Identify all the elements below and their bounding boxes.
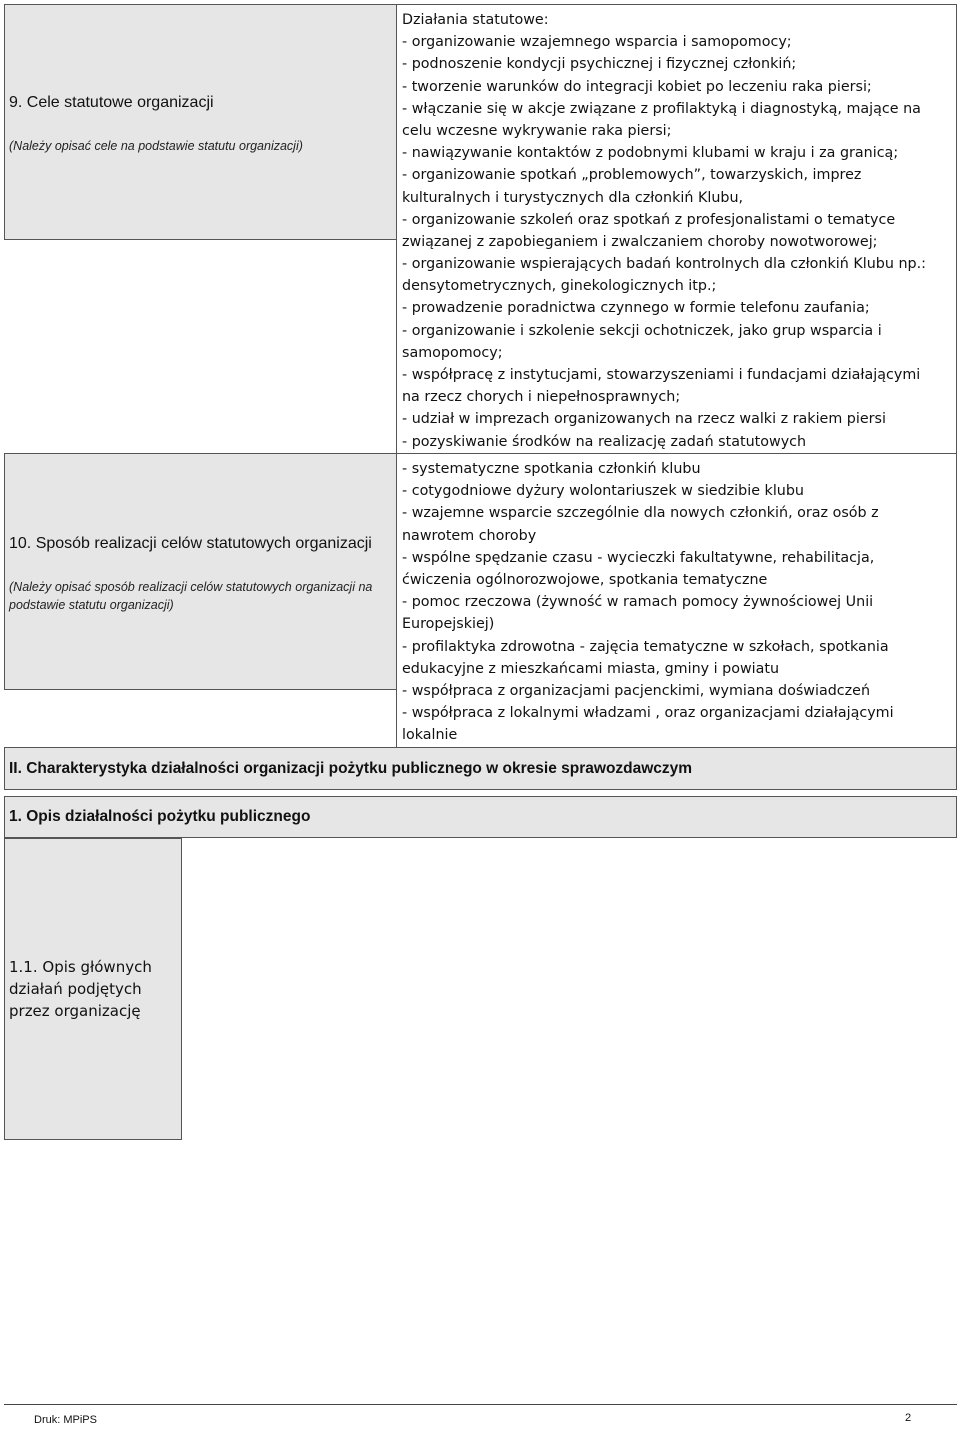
text-line: - tworzenie warunków do integracji kobiet po leczeniu raka piersi; [402, 78, 872, 95]
footer-rule [4, 1404, 957, 1405]
text-line: - organizowanie wspierających badań kontrolnych dla członkiń Klubu np.: [402, 256, 926, 273]
text-line: - organizowanie szkoleń oraz spotkań z profesjonalistami o tematyce [402, 211, 896, 228]
text-line: nawrotem choroby [402, 527, 537, 544]
text-line: 1.1. Opis głównych [9, 958, 152, 976]
text-line: - organizowanie wzajemnego wsparcia i samopomocy; [402, 34, 792, 51]
text-line: - nawiązywanie kontaktów z podobnymi klubami w kraju i za granicą; [402, 145, 899, 162]
text-line: Działania statutowe: [402, 12, 549, 28]
text-line: - pomoc rzeczowa (żywność w ramach pomocy żywnościowej Unii [402, 594, 874, 611]
section-10-content-cell [396, 453, 957, 748]
section-ii-heading-bar [4, 747, 957, 790]
text-line: - udział w imprezach organizowanych na rzecz walki z rakiem piersi [402, 411, 886, 428]
text-line: działań podjętych [9, 980, 142, 999]
subsection-1-heading: 1. Opis działalności pożytku publicznego [9, 808, 311, 825]
item-1-1-label-cell [4, 838, 182, 1140]
section-ii-heading: II. Charakterystyka działalności organizacji pożytku publicznego w okresie sprawozdawczym [9, 760, 693, 777]
text-line: - organizowanie i szkolenie sekcji ochotniczek, jako grup wsparcia i [402, 322, 882, 339]
item-1-1-label [9, 956, 152, 1023]
section-9-label-cell [4, 4, 397, 240]
text-line: - współpraca z organizacjami pacjenckimi, wymiana doświadczeń [402, 682, 871, 699]
section-9-goals-list [402, 9, 926, 453]
section-10-title: 10. Sposób realizacji celów statutowych organizacji [9, 535, 372, 552]
text-line: - profilaktyka zdrowotna - zajęcia tematyczne w szkołach, spotkania [402, 638, 889, 655]
section-9-content-cell [396, 4, 957, 454]
text-line: - pozyskiwanie środków na realizację zadań statutowych [402, 433, 807, 450]
text-line: - prowadzenie poradnictwa czynnego w formie telefonu zaufania; [402, 300, 870, 317]
text-line: ćwiczenia ogólnorozwojowe, spotkania tematyczne [402, 571, 768, 588]
text-line: na rzecz chorych i niepełnosprawnych; [402, 389, 681, 406]
section-10-label-cell [4, 453, 397, 690]
text-line: lokalnie [402, 727, 458, 744]
text-line: - podnoszenie kondycji psychicznej i fizycznej członkiń; [402, 56, 797, 73]
footer-print-label: Druk: MPiPS [34, 1414, 97, 1426]
text-line: - wzajemne wsparcie szczególnie dla nowych członkiń, oraz osób z [402, 505, 879, 522]
section-10-methods-list [402, 458, 894, 746]
text-line: samopomocy; [402, 344, 503, 361]
text-line: - współpracę z instytucjami, stowarzyszeniami i fundacjami działającymi [402, 367, 921, 383]
section-10-hint-line1: (Należy opisać sposób realizacji celów statutowych organizacji na [9, 580, 373, 594]
text-line: - systematyczne spotkania członkiń klubu [402, 461, 701, 477]
text-line: celu wczesne wykrywanie raka piersi; [402, 122, 672, 139]
text-line: Europejskiej) [402, 616, 495, 633]
text-line: związanej z zapobieganiem i zwalczaniem choroby nowotworowej; [402, 233, 878, 250]
text-line: - wspólne spędzanie czasu - wycieczki fakultatywne, rehabilitacja, [402, 549, 875, 566]
text-line: przez organizację [9, 1002, 141, 1021]
subsection-1-heading-bar [4, 796, 957, 838]
text-line: densytometrycznych, ginekologicznych itp.; [402, 278, 717, 295]
text-line: - organizowanie spotkań „problemowych”, towarzyskich, imprez [402, 167, 862, 184]
text-line: - współpraca z lokalnymi władzami , oraz organizacjami działającymi [402, 705, 894, 722]
section-9-title: 9. Cele statutowe organizacji [9, 94, 214, 111]
text-line: edukacyjne z mieszkańcami miasta, gminy i powiatu [402, 660, 780, 677]
page-number: 2 [905, 1412, 912, 1424]
text-line: kulturalnych i turystycznych dla członkiń Klubu, [402, 189, 744, 206]
text-line: - cotygodniowe dyżury wolontariuszek w siedzibie klubu [402, 483, 804, 500]
text-line: - włączanie się w akcje związane z profilaktyką i diagnostyką, mające na [402, 100, 921, 117]
section-10-hint-line2: podstawie statutu organizacji) [9, 598, 174, 612]
section-9-hint: (Należy opisać cele na podstawie statutu organizacji) [9, 139, 303, 153]
